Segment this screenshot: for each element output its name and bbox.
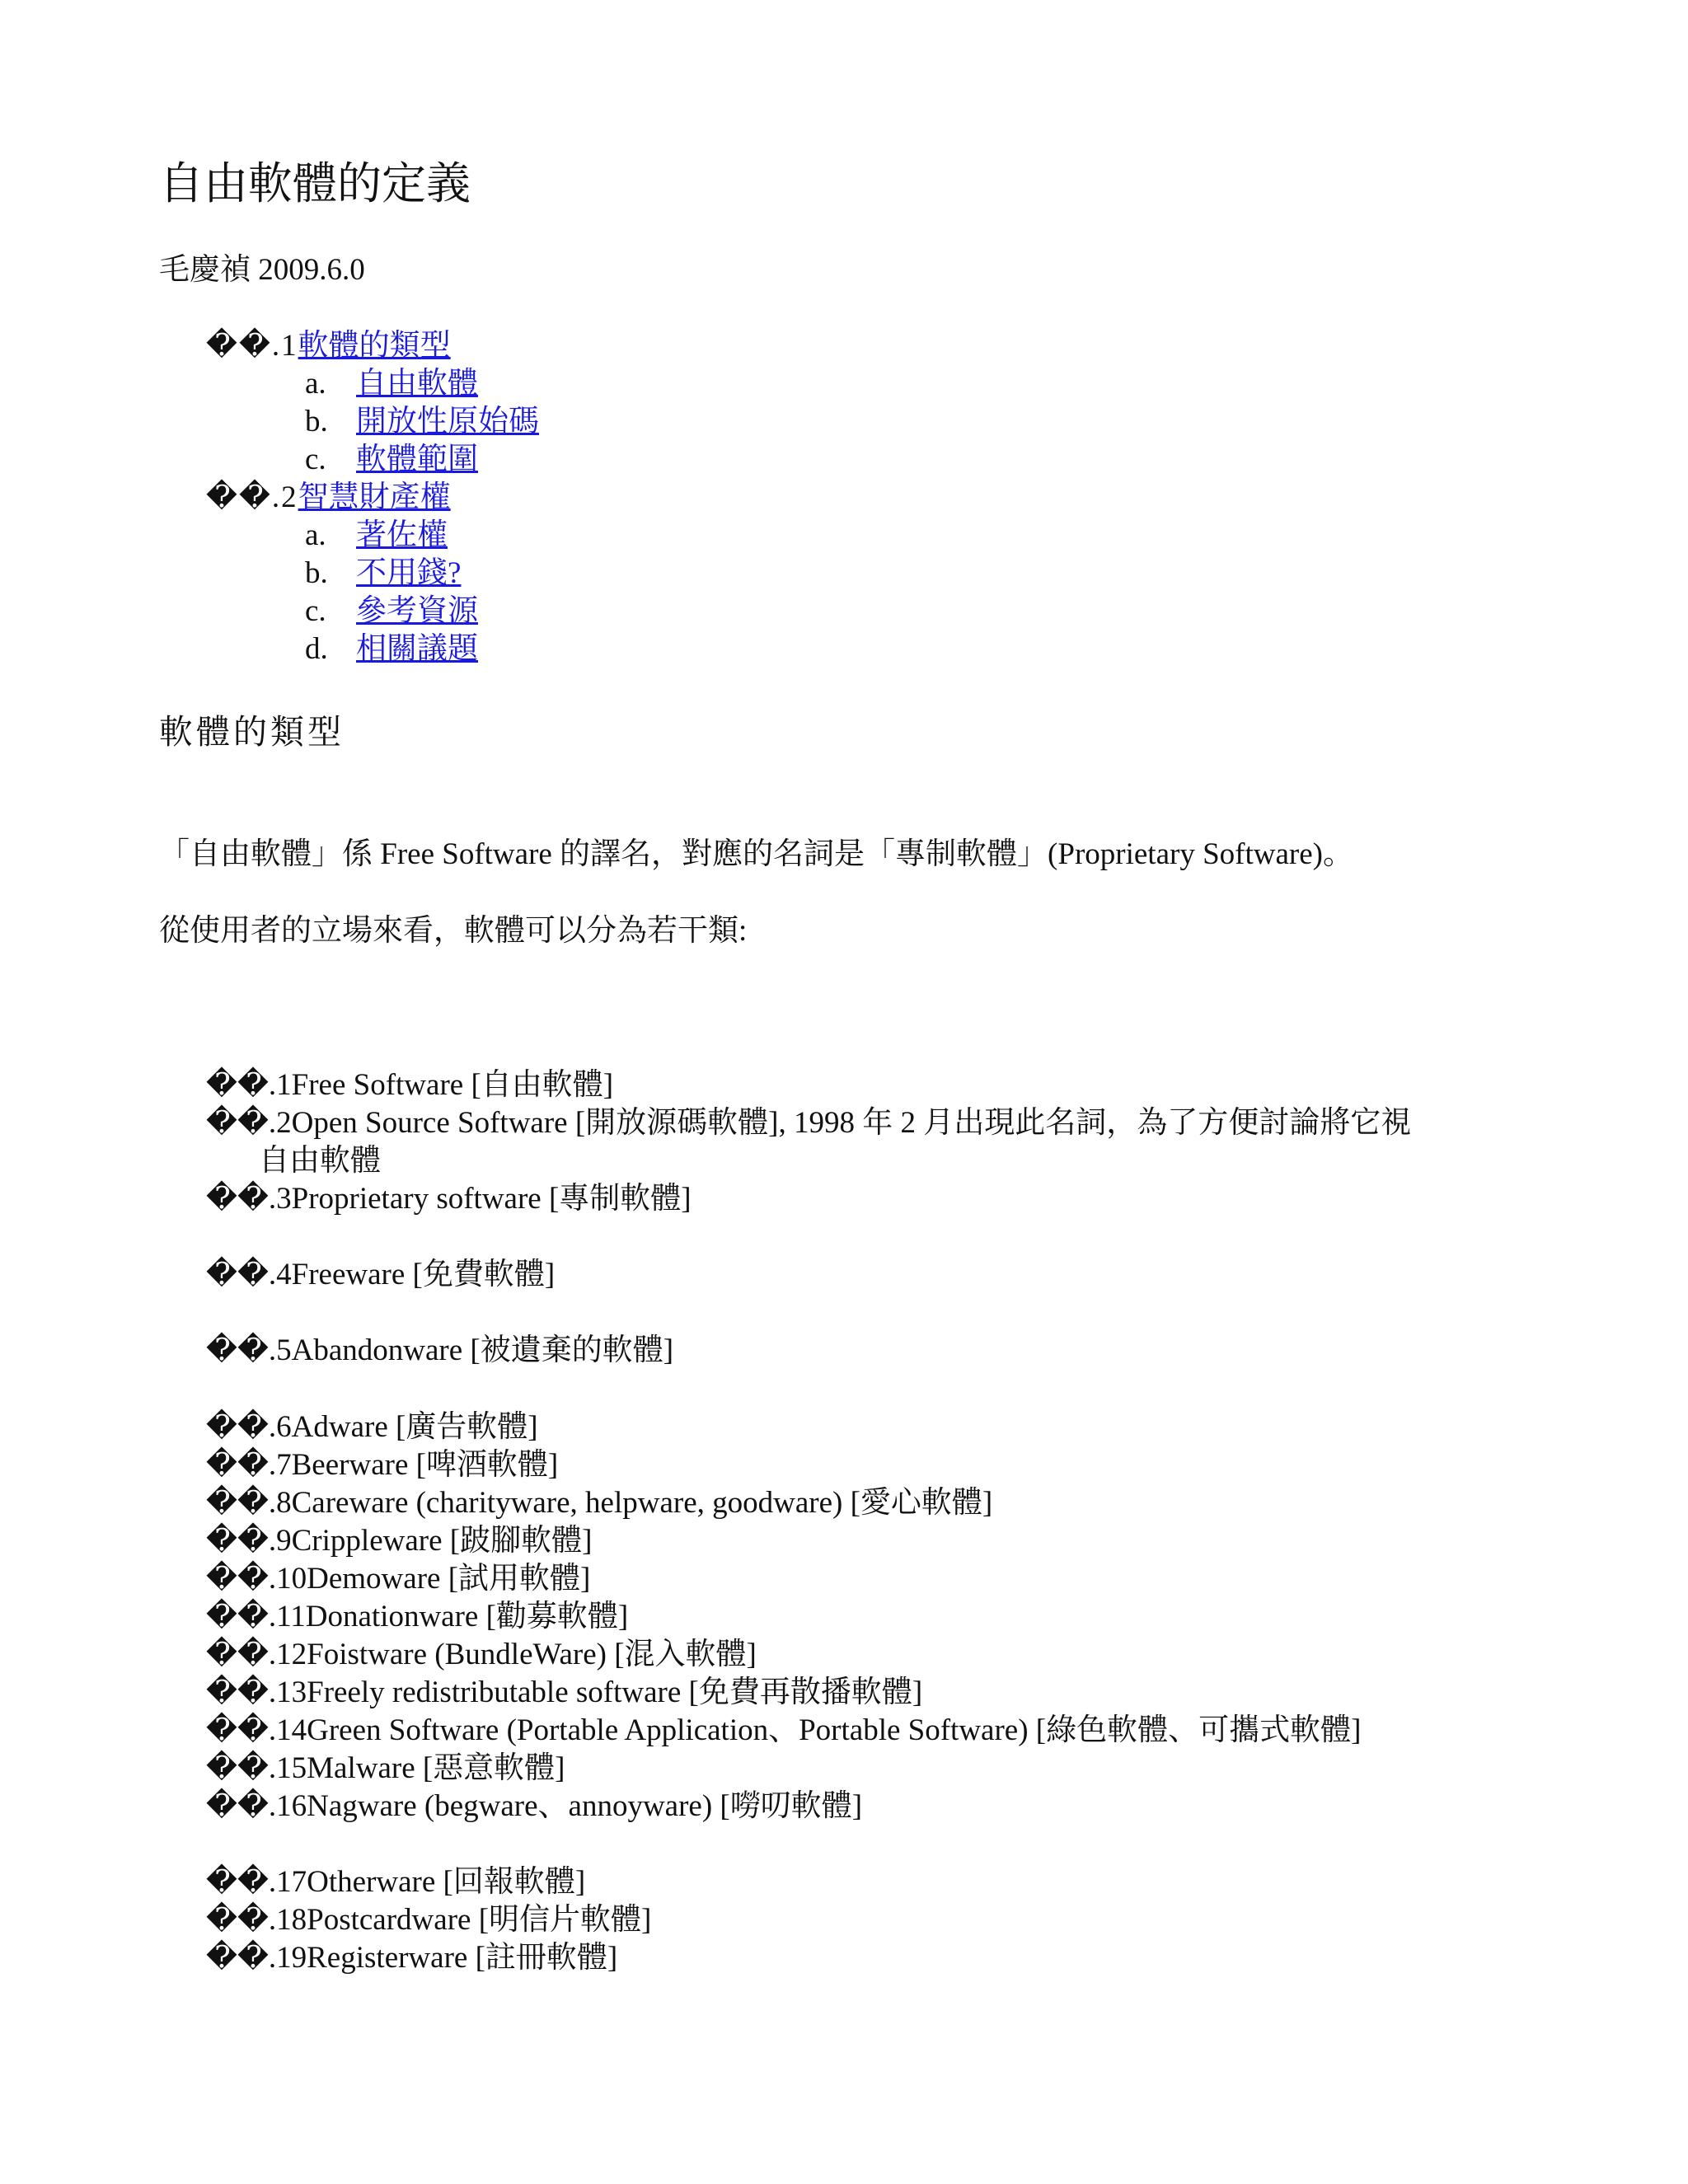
- toc-link-no-cost[interactable]: 不用錢?: [356, 556, 462, 590]
- list-item: ��.17Otherware [回報軟體]: [206, 1865, 586, 1899]
- paragraph: 從使用者的立場來看，軟體可以分為若干類:: [159, 914, 748, 948]
- toc-link-software-scope[interactable]: 軟體範圍: [356, 443, 478, 476]
- list-item: ��.15Malware [惡意軟體]: [206, 1751, 565, 1785]
- toc-subitem-letter: a.: [305, 518, 326, 552]
- toc-link-references[interactable]: 參考資源: [356, 594, 478, 628]
- list-item: [206, 1104, 1411, 1180]
- toc-subitem-letter: c.: [305, 594, 326, 628]
- list-item: ��.9Crippleware [跛腳軟體]: [206, 1524, 593, 1558]
- list-item: ��.18Postcardware [明信片軟體]: [206, 1903, 652, 1937]
- list-item: ��.4Freeware [免費軟體]: [206, 1258, 556, 1291]
- toc-subitem: [305, 403, 539, 441]
- toc-subitem: [305, 555, 461, 593]
- toc-item-2-marker: ��.2: [206, 480, 298, 514]
- list-item: ��.16Nagware (begware、annoyware) [嘮叨軟體]: [206, 1789, 863, 1823]
- toc-link-copyleft[interactable]: 著佐權: [356, 518, 448, 552]
- toc-subitem-letter: b.: [305, 556, 328, 590]
- list-item: ��.14Green Software (Portable Application、Portable Software) [綠色軟體、可攜式軟體]: [206, 1713, 1362, 1747]
- toc-subitem: [305, 365, 478, 403]
- list-item: ��.8Careware (charityware, helpware, goodware) [愛心軟體]: [206, 1486, 993, 1520]
- paragraph: 「自由軟體」係 Free Software 的譯名，對應的名詞是「專制軟體」(Proprietary Software)。: [159, 837, 1353, 871]
- document-title: 自由軟體的定義: [159, 157, 471, 209]
- toc-link-intellectual-property[interactable]: 智慧財產權: [298, 480, 451, 514]
- list-item: ��.5Abandonware [被遺棄的軟體]: [206, 1333, 674, 1367]
- list-item: ��.6Adware [廣告軟體]: [206, 1410, 538, 1444]
- toc-item-1-marker: ��.1: [206, 329, 298, 363]
- toc-link-software-types[interactable]: 軟體的類型: [298, 329, 451, 363]
- toc-subitem: [305, 517, 448, 555]
- toc-link-free-software[interactable]: 自由軟體: [356, 367, 478, 401]
- author-line: 毛慶禎 2009.6.0: [159, 253, 365, 287]
- list-item: ��.19Registerware [註冊軟體]: [206, 1941, 618, 1975]
- toc-subitem-letter: b.: [305, 405, 328, 438]
- list-item-text: ��.2Open Source Software [開放源碼軟體], 1998 年 2 月出現此名詞，為了方便討論將它視: [206, 1106, 1412, 1140]
- toc-subitem-letter: d.: [305, 632, 328, 666]
- list-item-continuation: 自由軟體: [259, 1144, 381, 1178]
- toc-subitem: [305, 630, 478, 668]
- list-item: ��.11Donationware [勸募軟體]: [206, 1600, 629, 1633]
- list-item: ��.10Demoware [試用軟體]: [206, 1562, 591, 1596]
- list-item: ��.3Proprietary software [專制軟體]: [206, 1182, 692, 1216]
- toc-subitem-letter: c.: [305, 443, 326, 476]
- toc-item-2: [206, 479, 451, 517]
- toc-subitem: [305, 441, 478, 479]
- toc-link-open-source[interactable]: 開放性原始碼: [356, 405, 539, 438]
- list-item: ��.12Foistware (BundleWare) [混入軟體]: [206, 1638, 757, 1671]
- list-item: ��.1Free Software [自由軟體]: [206, 1068, 614, 1102]
- list-item: ��.13Freely redistributable software [免費再散播軟體]: [206, 1675, 923, 1709]
- list-item: ��.7Beerware [啤酒軟體]: [206, 1448, 559, 1482]
- toc-item-1: [206, 327, 451, 365]
- toc-link-related-issues[interactable]: 相關議題: [356, 632, 478, 666]
- section-heading: 軟體的類型: [159, 712, 345, 752]
- toc-subitem: [305, 593, 478, 630]
- toc-subitem-letter: a.: [305, 367, 326, 401]
